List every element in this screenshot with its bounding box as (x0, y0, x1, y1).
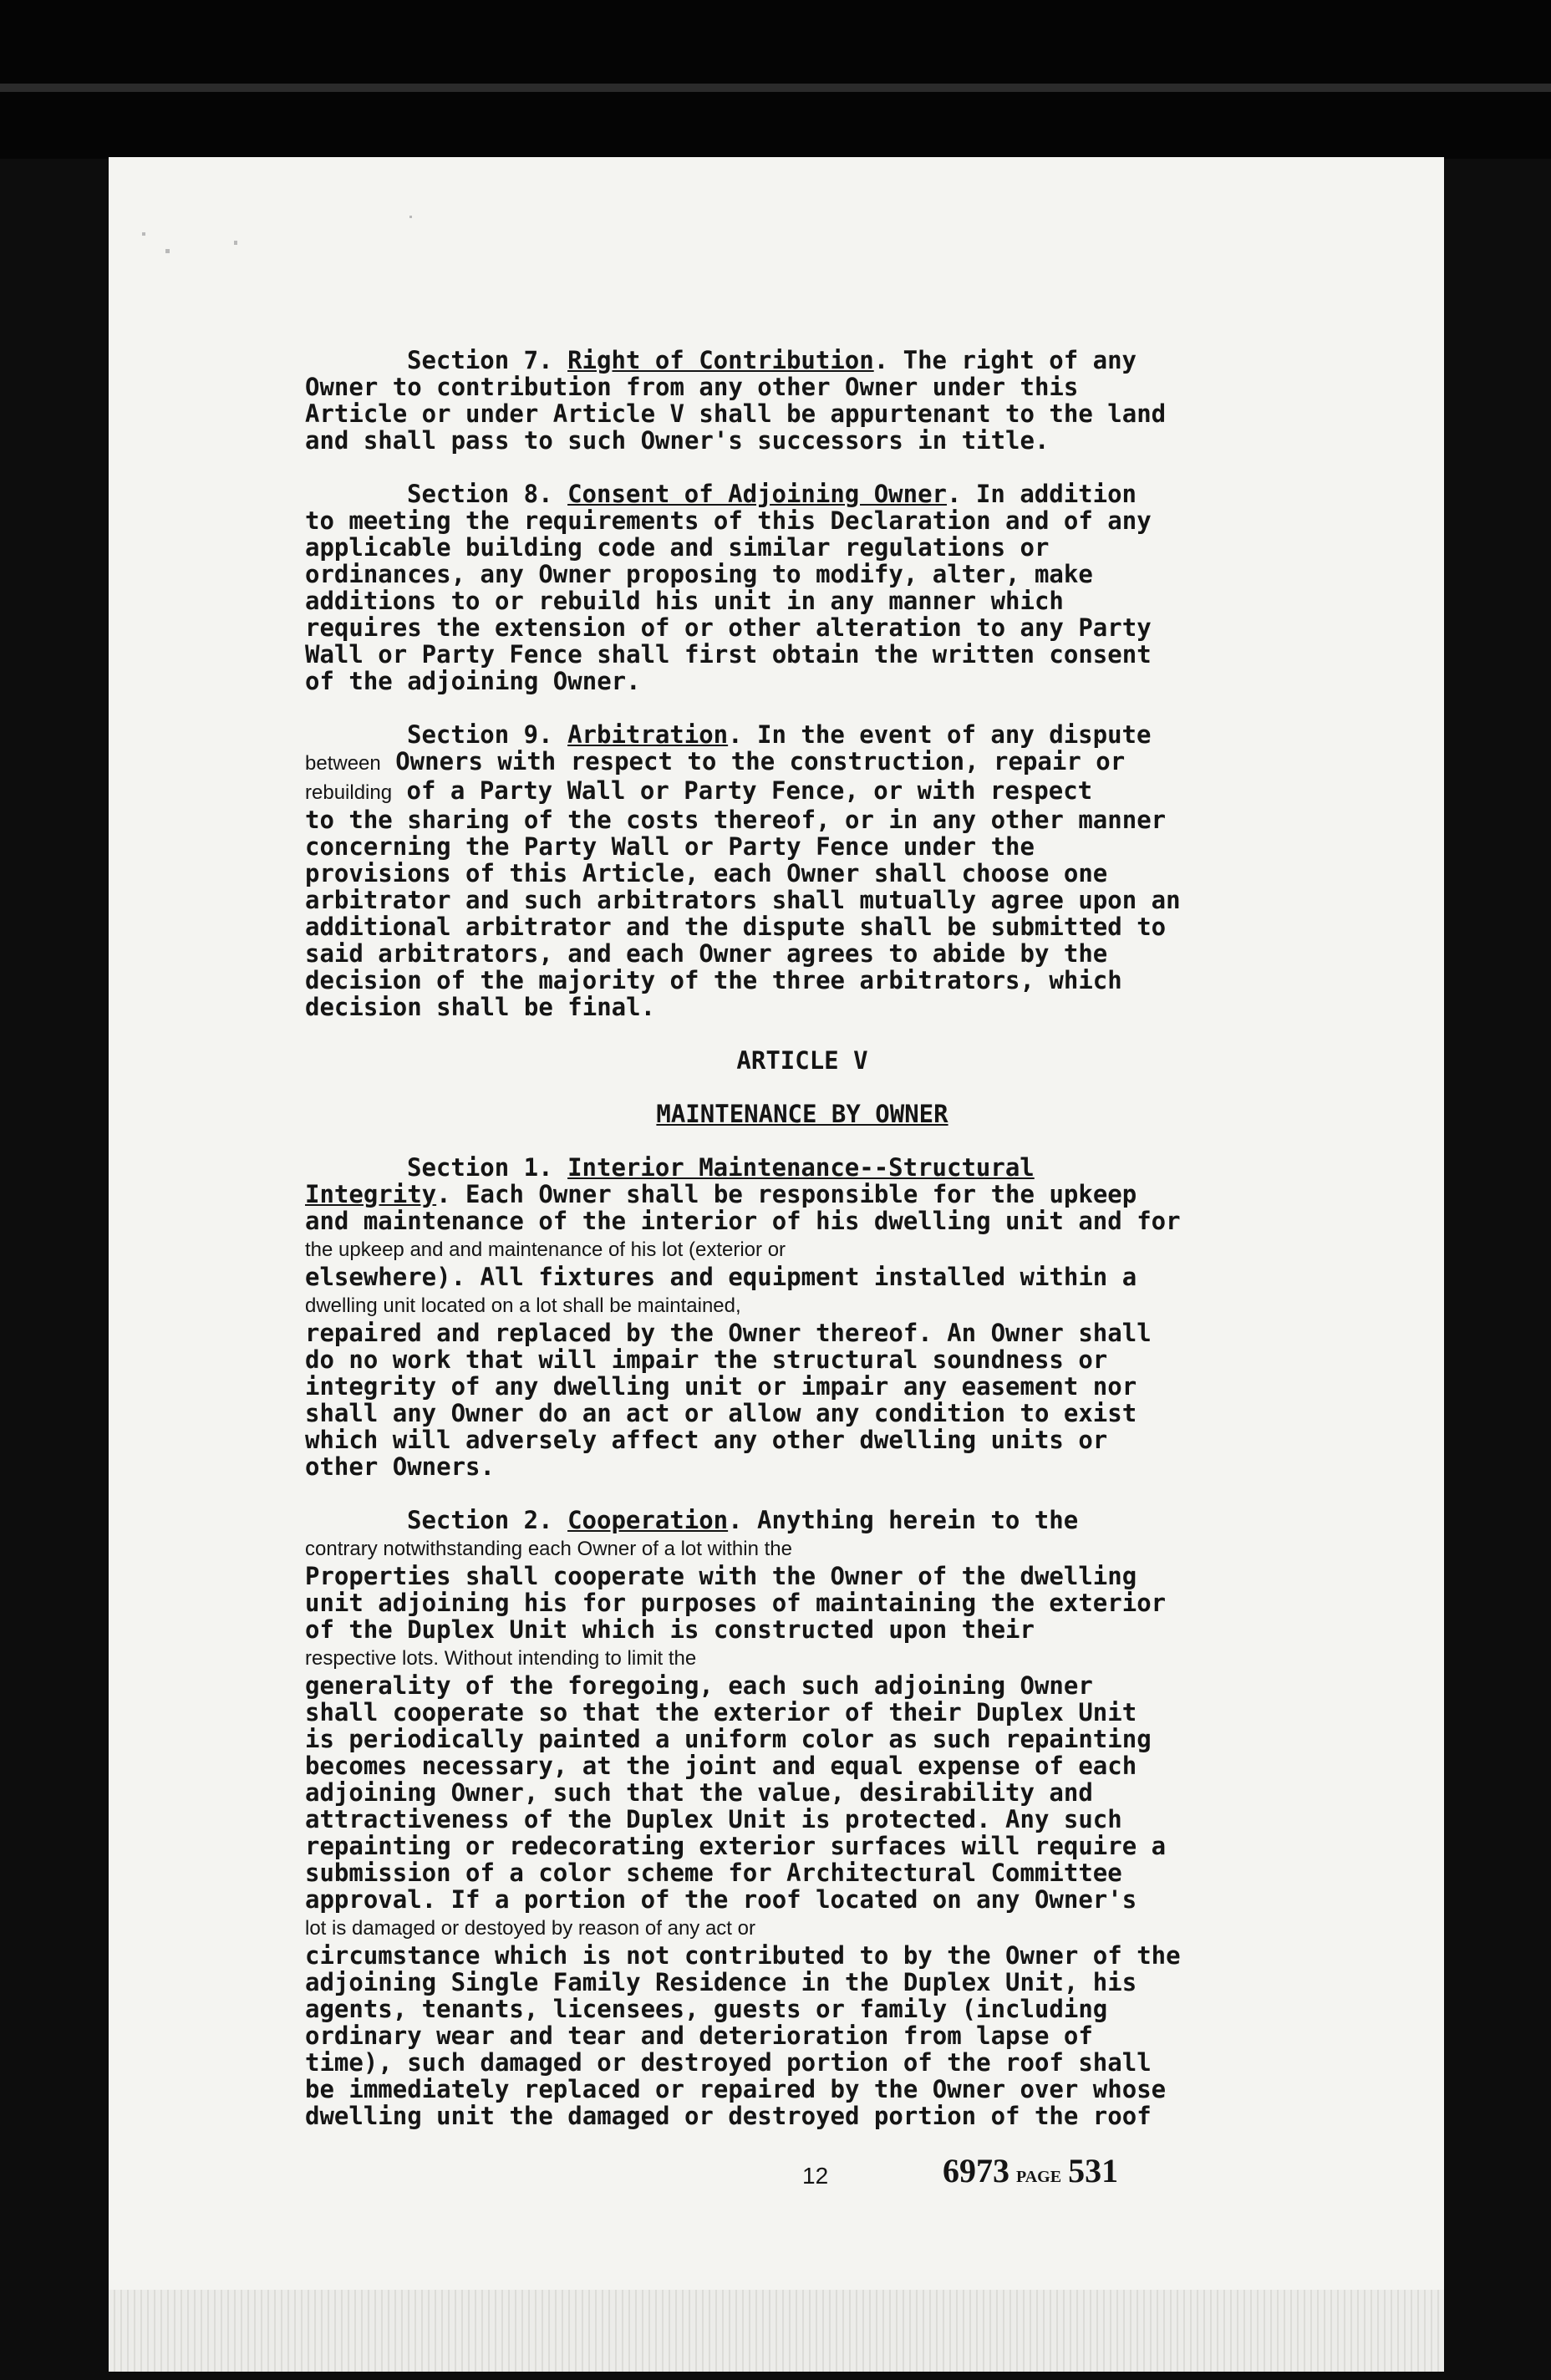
line-text: said arbitrators, and each Owner agrees to abide by the (305, 939, 1108, 968)
text-line (305, 1533, 1299, 1563)
line-text: Owner to contribution from any other Owner under this (305, 373, 1079, 401)
line-text: adjoining Owner, such that the value, desirability and (305, 1778, 1093, 1807)
text-line (305, 1264, 1299, 1290)
line-text: which will adversely affect any other dwelling units or (305, 1426, 1108, 1454)
section-heading: Right of Contribution (567, 346, 874, 374)
line-text: agents, tenants, licensees, guests or family (including (305, 1995, 1108, 2023)
text-line (305, 347, 1299, 374)
article-sections (305, 1154, 1299, 2129)
section-number: Section 7. (407, 346, 568, 374)
line-text: Properties shall cooperate with the Owner of the dwelling (305, 1562, 1137, 1590)
line-text: adjoining Single Family Residence in the Duplex Unit, his (305, 1968, 1137, 1996)
text-line (305, 1507, 1299, 1533)
section-heading: Interior Maintenance--Structural (567, 1153, 1035, 1182)
scan-top-streak (0, 84, 1551, 92)
line-text: and maintenance of the interior of his dwelling unit and for (305, 1207, 1181, 1235)
text-line (305, 1699, 1299, 1726)
text-line (305, 1181, 1299, 1208)
page-footer (0, 2152, 1551, 2206)
sections (305, 347, 1299, 1020)
line-text: . The right of any (873, 346, 1137, 374)
line-text: of a Party Wall or Party Fence, or with respect (392, 776, 1093, 805)
text-line (305, 668, 1299, 694)
text-line (305, 561, 1299, 587)
text-line (305, 777, 1299, 806)
recording-page: 531 (1068, 2152, 1119, 2189)
text-line (305, 534, 1299, 561)
text-line (305, 860, 1299, 887)
text-line (305, 1290, 1299, 1320)
section-number: Section 2. (407, 1506, 568, 1534)
line-text: decision shall be final. (305, 993, 656, 1021)
text-line (305, 374, 1299, 400)
line-text: arbitrator and such arbitrators shall mutually agree upon an (305, 886, 1181, 914)
article-heading: MAINTENANCE BY OWNER (656, 1100, 948, 1128)
text-line (305, 1806, 1299, 1833)
line-text: provisions of this Article, each Owner shall choose one (305, 859, 1108, 887)
text-line (305, 833, 1299, 860)
text-line (305, 1154, 1299, 1181)
text-line (305, 940, 1299, 967)
recording-stamp (943, 2151, 1118, 2190)
text-line (305, 1426, 1299, 1453)
typed-insert-text: dwelling unit located on a lot shall be maintained, (305, 1294, 741, 1317)
section-paragraph (305, 1154, 1299, 1480)
line-text: unit adjoining his for purposes of maintaining the exterior (305, 1589, 1167, 1617)
section-paragraph (305, 721, 1299, 1020)
text-line (305, 1779, 1299, 1806)
line-text: of the adjoining Owner. (305, 667, 641, 695)
section-number: Section 9. (407, 720, 568, 749)
section-heading: Integrity (305, 1180, 437, 1208)
line-text: is periodically painted a uniform color as such repainting (305, 1725, 1152, 1753)
line-text: dwelling unit the damaged or destroyed portion of the roof (305, 2102, 1152, 2130)
text-line (305, 1886, 1299, 1913)
text-line (305, 1563, 1299, 1589)
text-line (305, 1400, 1299, 1426)
typed-insert-text: respective lots. Without intending to limit the (305, 1647, 697, 1670)
page-label: PAGE (1016, 2168, 1062, 2186)
line-text: time), such damaged or destroyed portion of the roof shall (305, 2048, 1152, 2077)
text-line (305, 1320, 1299, 1346)
text-line (305, 1643, 1299, 1672)
line-text: . In addition (947, 480, 1137, 508)
line-text: submission of a color scheme for Architectural Committee (305, 1859, 1122, 1887)
line-text: to the sharing of the costs thereof, or in any other manner (305, 806, 1167, 834)
text-line (305, 427, 1299, 454)
scan-speck (234, 241, 237, 245)
text-line (305, 641, 1299, 668)
typed-insert-text: the upkeep and and maintenance of his lot (exterior or (305, 1238, 786, 1261)
line-text: . In the event of any dispute (728, 720, 1152, 749)
page-number: 12 (802, 2163, 829, 2189)
line-text: repainting or redecorating exterior surfaces will require a (305, 1832, 1167, 1860)
text-line (305, 994, 1299, 1020)
text-line (305, 1208, 1299, 1234)
line-text: . Each Owner shall be responsible for the upkeep (436, 1180, 1137, 1208)
article-title: ARTICLE V (736, 1046, 868, 1075)
line-text: other Owners. (305, 1452, 495, 1481)
text-line (305, 1996, 1299, 2022)
scan-speck (165, 249, 170, 253)
line-text: concerning the Party Wall or Party Fence under the (305, 832, 1035, 861)
line-text: additional arbitrator and the dispute shall be submitted to (305, 913, 1167, 941)
text-line (305, 1589, 1299, 1616)
line-text: and shall pass to such Owner's successors in title. (305, 426, 1050, 455)
text-line (305, 1616, 1299, 1643)
text-line (305, 1859, 1299, 1886)
line-text: Owners with respect to the construction, repair or (380, 747, 1126, 776)
document-body (305, 347, 1299, 2156)
typed-insert-text: lot is damaged or destoyed by reason of any act or (305, 1917, 755, 1940)
line-text: do no work that will impair the structural soundness or (305, 1345, 1108, 1374)
section-heading: Cooperation (567, 1506, 729, 1534)
line-text: elsewhere). All fixtures and equipment installed within a (305, 1263, 1137, 1291)
text-line (305, 913, 1299, 940)
line-text: attractiveness of the Duplex Unit is protected. Any such (305, 1805, 1122, 1833)
text-line (305, 721, 1299, 748)
scan-speck (142, 232, 145, 236)
text-line (305, 587, 1299, 614)
text-line (305, 2049, 1299, 2076)
text-line (305, 614, 1299, 641)
section-paragraph (305, 481, 1299, 694)
text-line (305, 806, 1299, 833)
section-heading: Arbitration (567, 720, 729, 749)
section-heading: Consent of Adjoining Owner (567, 480, 948, 508)
text-line (305, 2022, 1299, 2049)
text-line (305, 1913, 1299, 1942)
line-text: shall cooperate so that the exterior of their Duplex Unit (305, 1698, 1137, 1727)
line-text: ordinances, any Owner proposing to modify, alter, make (305, 560, 1093, 588)
typed-insert-text: contrary notwithstanding each Owner of a lot within the (305, 1538, 792, 1560)
line-text: decision of the majority of the three arbitrators, which (305, 966, 1122, 994)
text-line (305, 2103, 1299, 2129)
line-text: repaired and replaced by the Owner thereof. An Owner shall (305, 1319, 1152, 1347)
line-text: additions to or rebuild his unit in any manner which (305, 587, 1064, 615)
text-line (305, 1752, 1299, 1779)
text-line (305, 967, 1299, 994)
scan-top-border (0, 0, 1551, 159)
line-text: approval. If a portion of the roof located on any Owner's (305, 1885, 1137, 1914)
book-number: 6973 (943, 2152, 1009, 2189)
line-text: integrity of any dwelling unit or impair any easement nor (305, 1372, 1137, 1401)
line-text: requires the extension of or other alteration to any Party (305, 613, 1152, 642)
line-text: be immediately replaced or repaired by the Owner over whose (305, 2075, 1167, 2103)
text-line (305, 1672, 1299, 1699)
line-text: becomes necessary, at the joint and equal expense of each (305, 1752, 1137, 1780)
text-line (305, 1726, 1299, 1752)
scan-speck (409, 216, 412, 218)
section-number: Section 8. (407, 480, 568, 508)
typed-insert-text: rebuilding (305, 781, 393, 804)
section-paragraph (305, 347, 1299, 454)
text-line (305, 1346, 1299, 1373)
line-text: . Anything herein to the (728, 1506, 1079, 1534)
line-text: applicable building code and similar regulations or (305, 533, 1050, 562)
section-number: Section 1. (407, 1153, 568, 1182)
line-text: Article or under Article V shall be appurtenant to the land (305, 399, 1167, 428)
line-text: to meeting the requirements of this Declaration and of any (305, 506, 1152, 535)
section-paragraph (305, 1507, 1299, 2129)
text-line (305, 1373, 1299, 1400)
text-line (305, 507, 1299, 534)
line-text: generality of the foregoing, each such adjoining Owner (305, 1671, 1093, 1700)
text-line (305, 1942, 1299, 1969)
line-text: shall any Owner do an act or allow any condition to exist (305, 1399, 1137, 1427)
line-text: Wall or Party Fence shall first obtain the written consent (305, 640, 1152, 669)
text-line (305, 2076, 1299, 2103)
text-line (305, 1453, 1299, 1480)
line-text: of the Duplex Unit which is constructed upon their (305, 1615, 1035, 1644)
text-line (305, 1833, 1299, 1859)
text-line (305, 1234, 1299, 1264)
line-text: ordinary wear and tear and deterioration from lapse of (305, 2021, 1093, 2050)
text-line (305, 400, 1299, 427)
line-text: circumstance which is not contributed to by the Owner of the (305, 1941, 1181, 1970)
text-line (305, 748, 1299, 777)
text-line (305, 887, 1299, 913)
text-line (305, 481, 1299, 507)
text-line (305, 1969, 1299, 1996)
scan-bottom-noise (109, 2290, 1444, 2372)
typed-insert-text: between (305, 752, 381, 775)
